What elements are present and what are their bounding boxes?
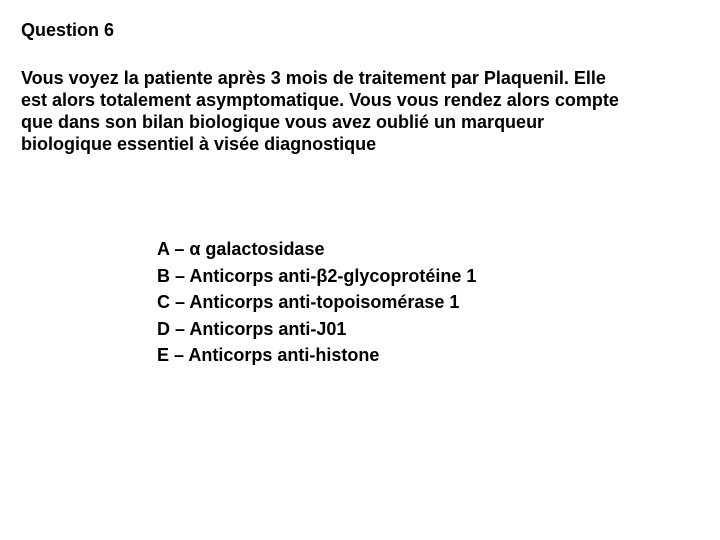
option-c: C – Anticorps anti-topoisomérase 1: [157, 292, 460, 312]
option-a: A – α galactosidase: [157, 239, 325, 259]
option-b: B – Anticorps anti-β2-glycoprotéine 1: [157, 265, 477, 286]
question-title: Question 6: [21, 20, 115, 40]
answer-options: [157, 236, 476, 369]
question-text-line: que dans son bilan biologique vous avez oublié un marqueur: [21, 112, 545, 132]
option-d: D – Anticorps anti-J01: [157, 318, 347, 339]
question-text-line: est alors totalement asymptomatique. Vous vous rendez alors compte: [21, 90, 619, 110]
question-text-line: Vous voyez la patiente après 3 mois de traitement par Plaquenil. Elle: [21, 68, 606, 88]
question-text-line: biologique essentiel à visée diagnostique: [21, 134, 377, 154]
question-text: [21, 67, 711, 155]
option-e: E – Anticorps anti-histone: [157, 345, 380, 365]
